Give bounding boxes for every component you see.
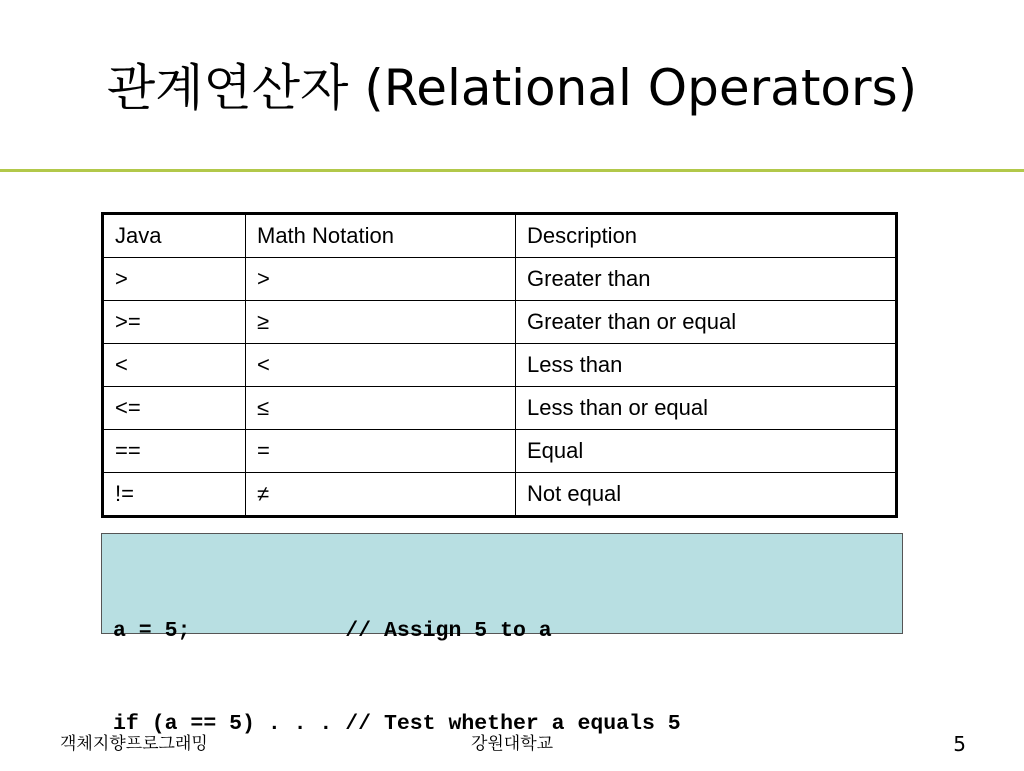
- code-line: a = 5; // Assign 5 to a: [113, 619, 552, 643]
- header-math-notation: Math Notation: [246, 214, 516, 258]
- math-notation-cell: <: [246, 344, 516, 387]
- table-header-row: [103, 214, 897, 258]
- java-operator-cell: >=: [103, 301, 246, 344]
- relational-operators-table: [101, 212, 898, 518]
- java-operator-cell: >: [103, 258, 246, 301]
- java-operator-cell: <: [103, 344, 246, 387]
- header-description: Description: [516, 214, 897, 258]
- math-notation-cell: >: [246, 258, 516, 301]
- math-notation-cell: =: [246, 430, 516, 473]
- footer-course-name: 객체지향프로그래밍: [60, 734, 208, 754]
- table-row: [103, 387, 897, 430]
- slide-title: 관계연산자 (Relational Operators): [106, 59, 918, 117]
- footer-university-name: 강원대학교: [470, 734, 554, 754]
- description-cell: Less than: [516, 344, 897, 387]
- description-cell: Less than or equal: [516, 387, 897, 430]
- description-cell: Greater than: [516, 258, 897, 301]
- table-row: [103, 473, 897, 517]
- table-row: [103, 258, 897, 301]
- table-row: [103, 301, 897, 344]
- java-operator-cell: ==: [103, 430, 246, 473]
- page-number: 5: [953, 732, 966, 756]
- java-operator-cell: <=: [103, 387, 246, 430]
- table-row: [103, 344, 897, 387]
- math-notation-cell: ≠: [246, 473, 516, 517]
- code-example-box: [101, 533, 903, 736]
- header-java: Java: [103, 214, 246, 258]
- code-line: if (a == 5) . . . // Test whether a equals 5: [113, 712, 681, 736]
- title-divider: [0, 169, 1024, 172]
- description-cell: Equal: [516, 430, 897, 473]
- table-row: [103, 430, 897, 473]
- math-notation-cell: ≥: [246, 301, 516, 344]
- description-cell: Greater than or equal: [516, 301, 897, 344]
- math-notation-cell: ≤: [246, 387, 516, 430]
- java-operator-cell: !=: [103, 473, 246, 517]
- description-cell: Not equal: [516, 473, 897, 517]
